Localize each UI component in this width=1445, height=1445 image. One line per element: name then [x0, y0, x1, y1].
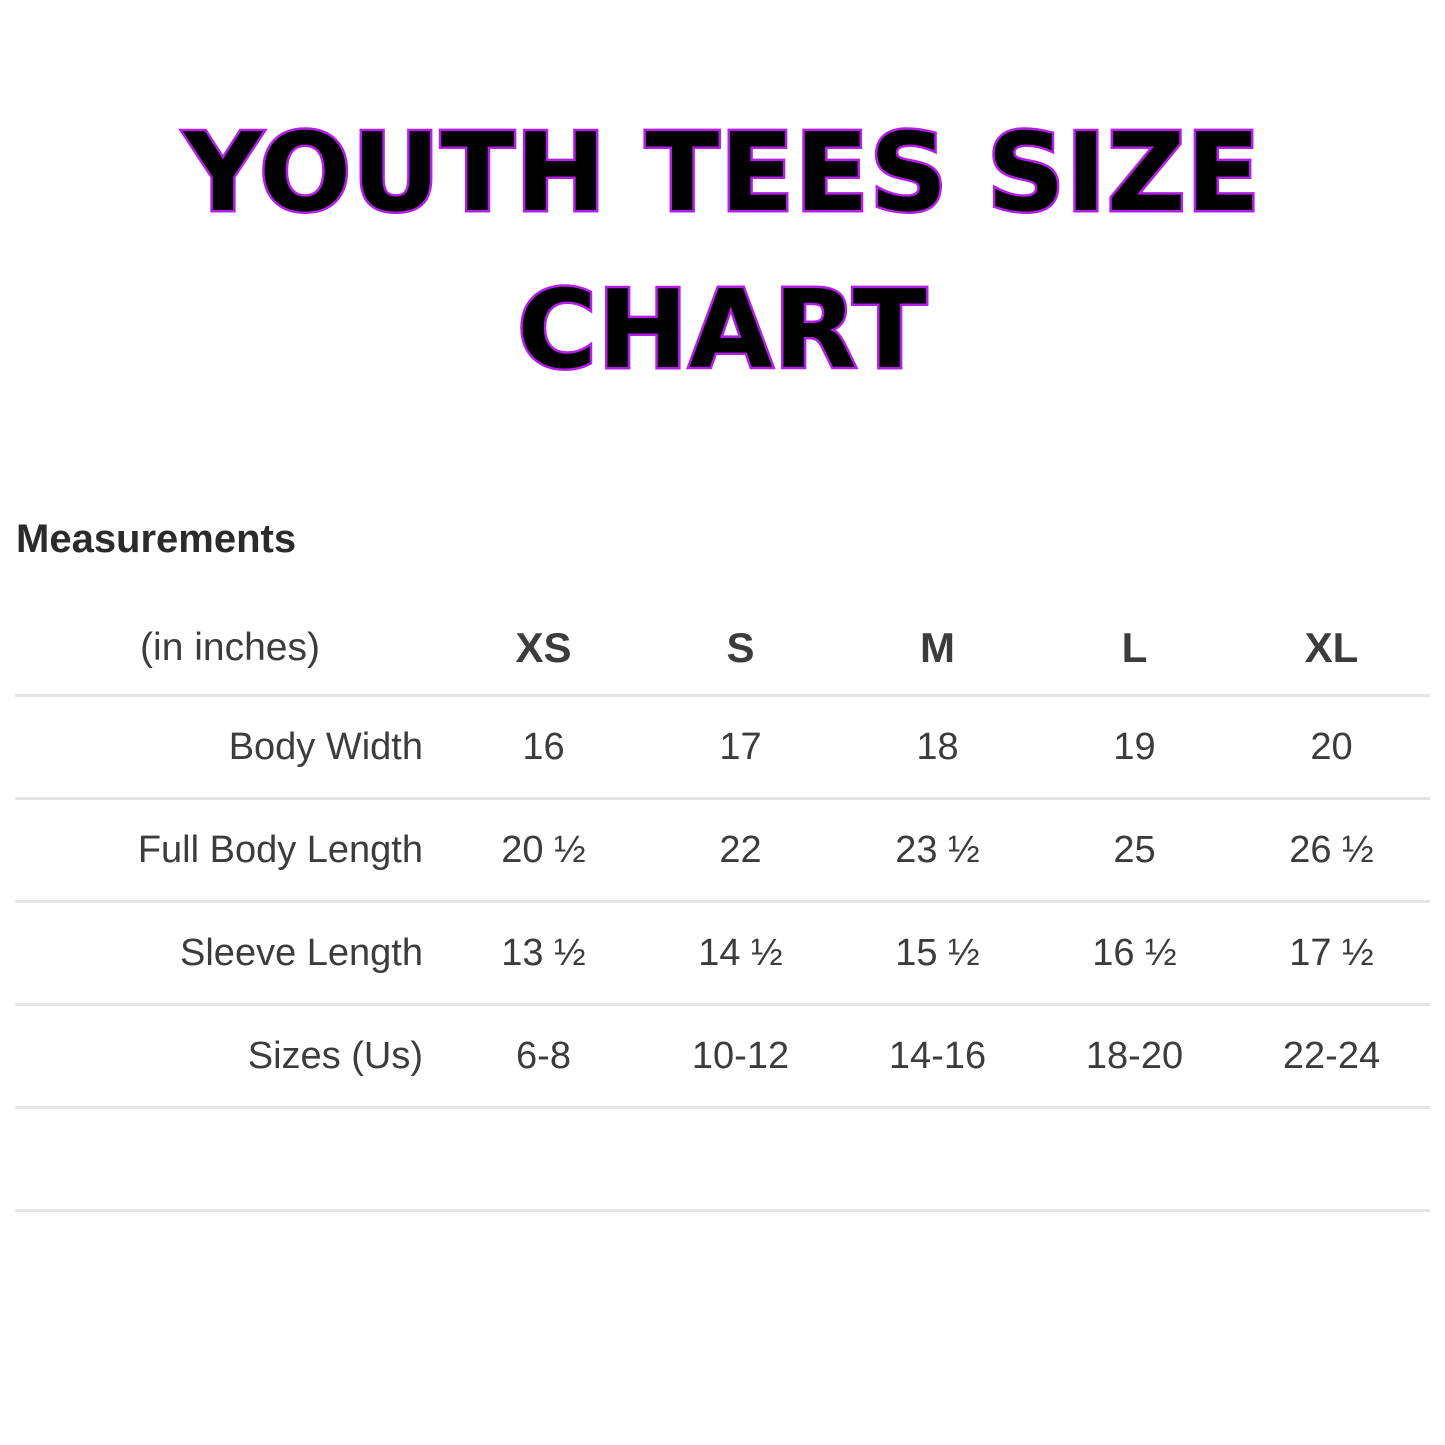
cell-body-width-xs: 16	[522, 725, 565, 768]
cell-sizes-us-s: 10-12	[691, 1034, 790, 1077]
cell-full-body-length-xl: 26 ½	[1289, 828, 1374, 871]
table-bottom-rule	[15, 1211, 1430, 1213]
column-header-s: S	[726, 624, 755, 672]
spacer-cell	[642, 1108, 839, 1211]
column-header-unit: (in inches)	[140, 626, 320, 670]
column-header-xl: XL	[1304, 624, 1359, 672]
table-row	[15, 696, 1430, 799]
cell-full-body-length-l: 25	[1113, 828, 1156, 871]
table-row	[15, 799, 1430, 902]
spacer-cell	[445, 1108, 642, 1211]
cell-full-body-length-m: 23 ½	[895, 828, 980, 871]
cell-sleeve-length-s: 14 ½	[698, 931, 783, 974]
cell-sizes-us-xl: 22-24	[1282, 1034, 1381, 1077]
cell-sleeve-length-l: 16 ½	[1092, 931, 1177, 974]
row-label-full-body-length: Full Body Length	[137, 828, 423, 871]
cell-full-body-length-s: 22	[719, 828, 762, 871]
table-spacer-row	[15, 1108, 1430, 1211]
row-label-sizes-us: Sizes (Us)	[247, 1034, 423, 1077]
rule-cell	[445, 1211, 642, 1213]
rule-cell	[15, 1211, 445, 1213]
cell-body-width-l: 19	[1113, 725, 1156, 768]
spacer-cell	[15, 1108, 445, 1211]
rule-cell	[1233, 1211, 1430, 1213]
table-header-row	[15, 602, 1430, 696]
cell-sizes-us-m: 14-16	[888, 1034, 987, 1077]
page-title: YOUTH TEES SIZE CHART	[183, 111, 1262, 393]
table-row	[15, 902, 1430, 1005]
column-header-xs: XS	[515, 624, 572, 672]
table-header	[15, 602, 1430, 696]
column-header-l: L	[1121, 624, 1148, 672]
spacer-cell	[1233, 1108, 1430, 1211]
cell-sleeve-length-xs: 13 ½	[501, 931, 586, 974]
cell-full-body-length-xs: 20 ½	[501, 828, 586, 871]
measurements-heading: Measurements	[16, 517, 297, 562]
cell-body-width-m: 18	[916, 725, 959, 768]
column-header-m: M	[920, 624, 955, 672]
title-block	[0, 0, 1445, 409]
cell-body-width-s: 17	[719, 725, 762, 768]
spacer-cell	[839, 1108, 1036, 1211]
size-chart-table	[15, 602, 1430, 1212]
cell-sizes-us-l: 18-20	[1085, 1034, 1184, 1077]
row-label-sleeve-length: Sleeve Length	[180, 931, 423, 974]
table-row	[15, 1005, 1430, 1108]
cell-sleeve-length-m: 15 ½	[895, 931, 980, 974]
cell-sizes-us-xs: 6-8	[516, 1034, 571, 1077]
rule-cell	[1036, 1211, 1233, 1213]
cell-sleeve-length-xl: 17 ½	[1289, 931, 1374, 974]
rule-cell	[839, 1211, 1036, 1213]
spacer-cell	[1036, 1108, 1233, 1211]
row-label-body-width: Body Width	[228, 725, 423, 768]
cell-body-width-xl: 20	[1310, 725, 1353, 768]
table-body	[15, 696, 1430, 1213]
rule-cell	[642, 1211, 839, 1213]
